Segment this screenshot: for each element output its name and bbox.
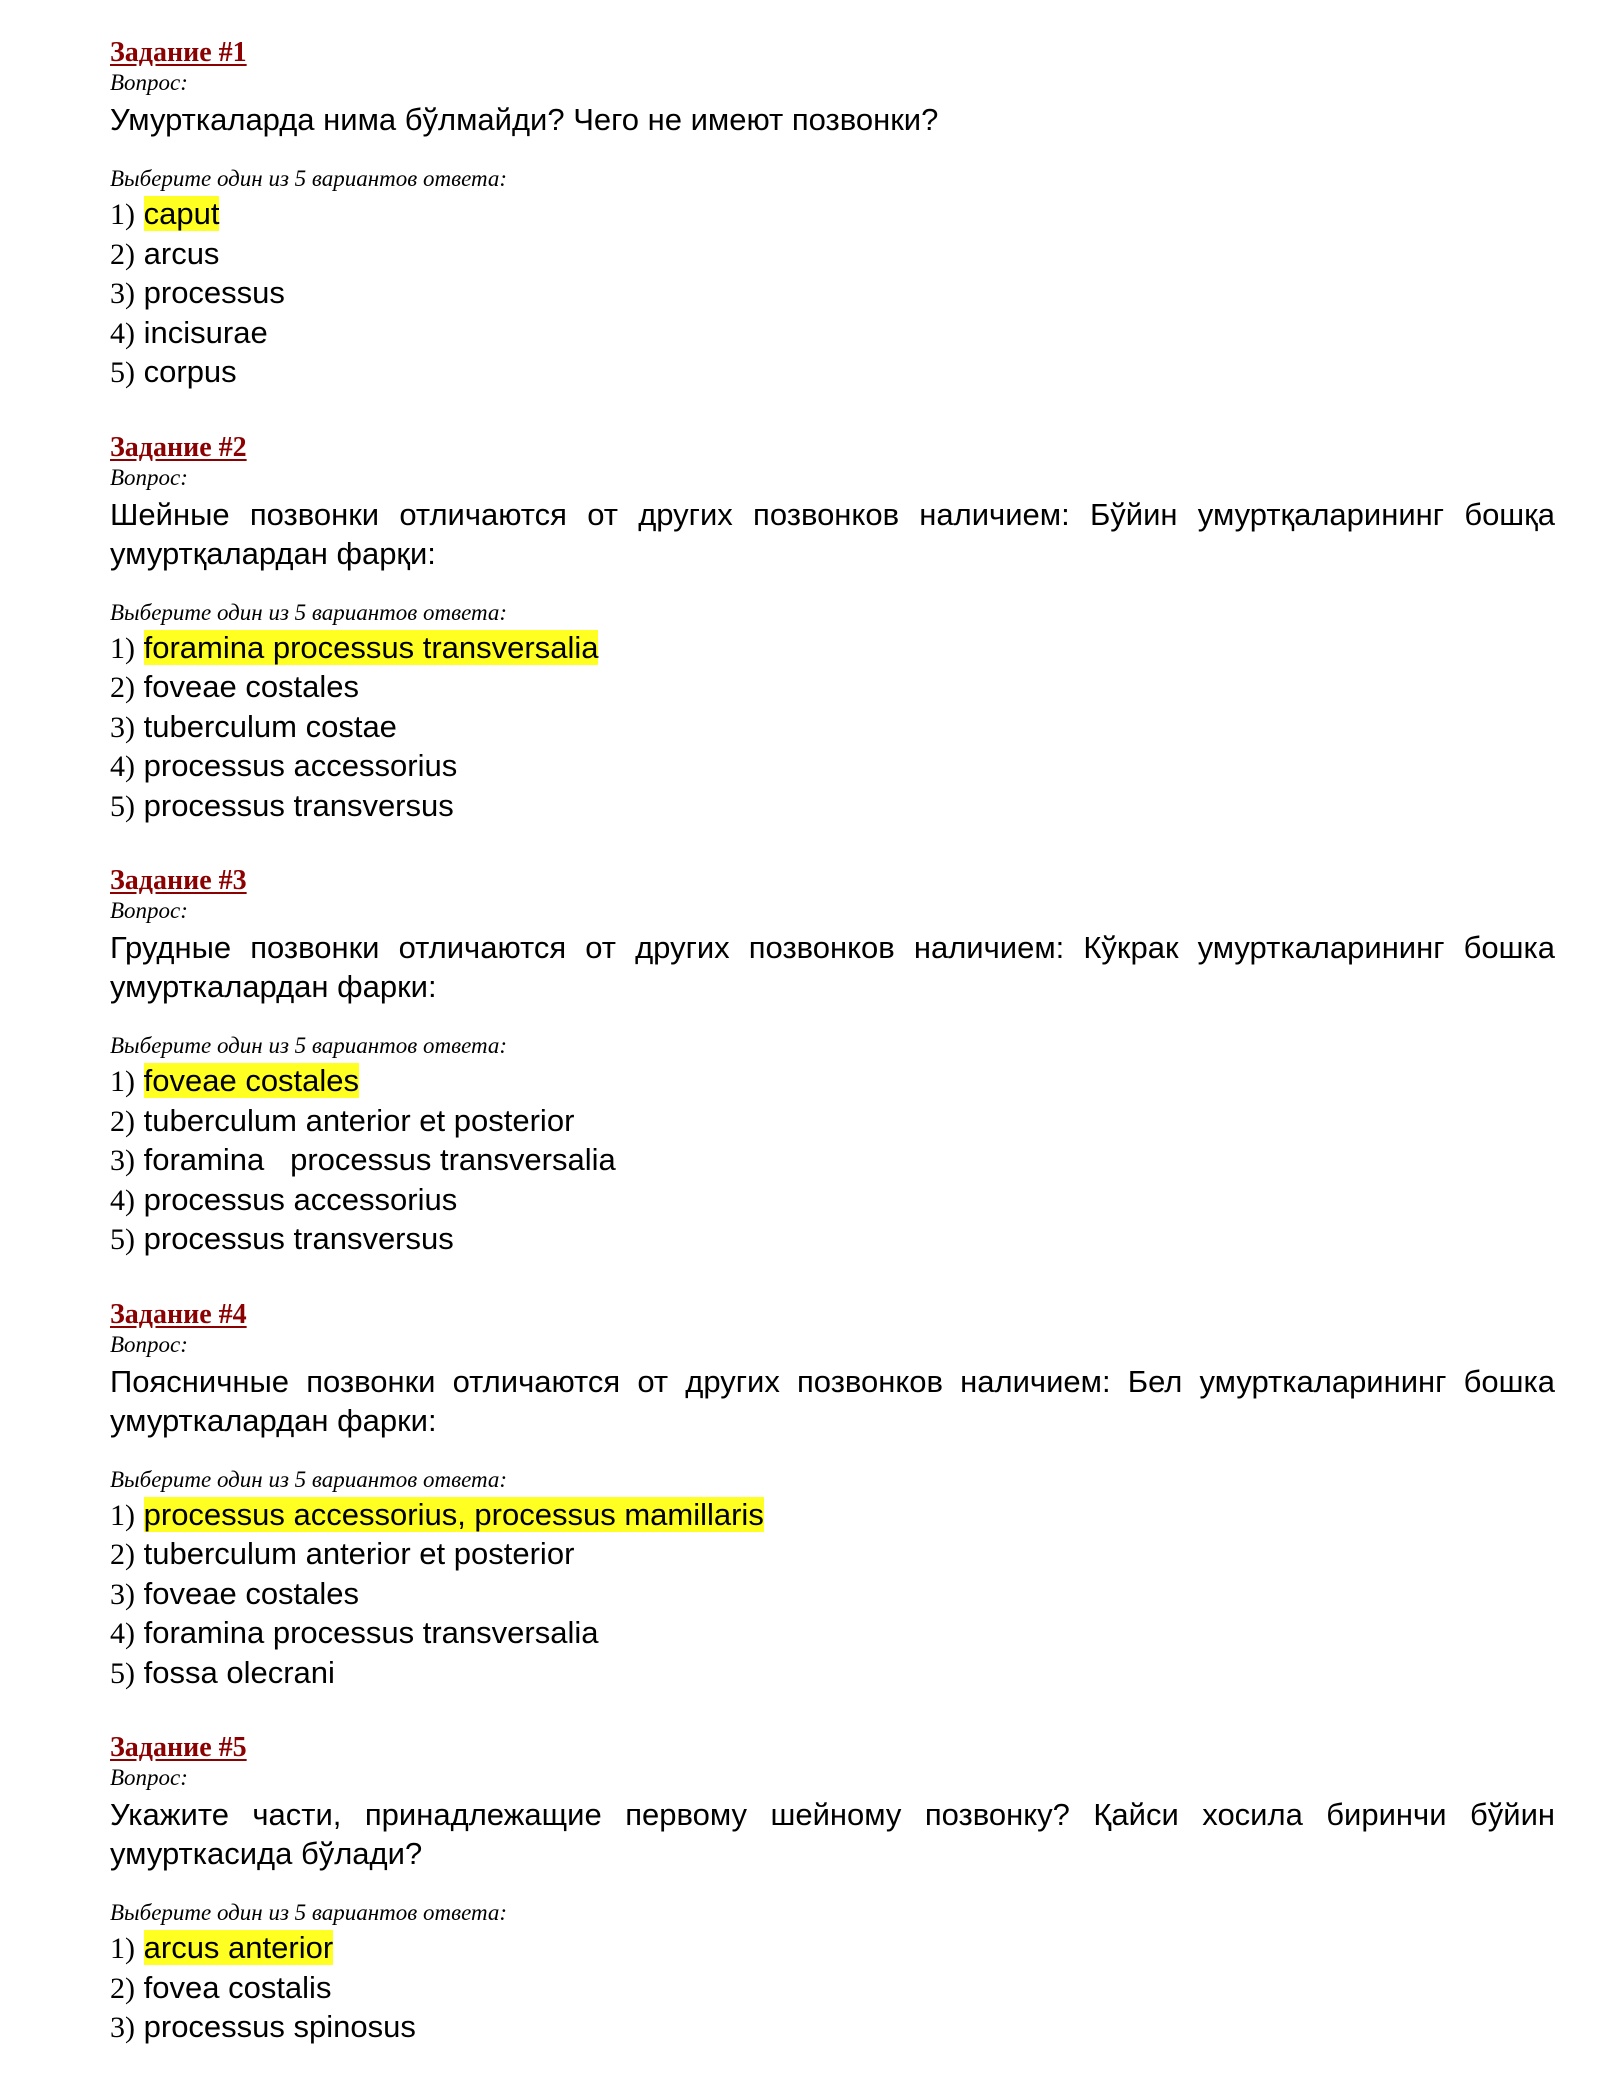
option-text: foramina processus transversalia <box>143 1615 599 1650</box>
option-text: fovea costalis <box>143 1969 332 2005</box>
answer-option <box>110 235 1555 275</box>
question-text: Укажите части, принадлежащие первому шейному позвонку? Қайси хосила биринчи бўйин умурткасида бўлади? <box>110 1797 1555 1871</box>
option-number: 1) <box>110 198 135 231</box>
option-text: processus spinosus <box>143 2009 416 2044</box>
option-text: caput <box>143 196 220 231</box>
option-number: 2) <box>110 671 135 704</box>
question-text: Шейные позвонки отличаются от других позвонков наличием: Бўйин умуртқаларининг бошқа умуртқалардан фарқи: <box>110 496 1555 571</box>
task-title: Задание #1 <box>110 37 247 68</box>
question-label: Вопрос: <box>110 70 188 95</box>
answer-options <box>110 629 1555 827</box>
answer-instruction: Выберите один из 5 вариантов ответа: <box>110 166 508 191</box>
option-text: foveae costales <box>143 669 360 704</box>
option-number: 5) <box>110 789 135 823</box>
answer-option <box>110 1141 1555 1181</box>
option-text: foveae costales <box>143 1575 360 1611</box>
option-text: foramina processus transversalia <box>143 1142 616 1177</box>
option-number: 3) <box>110 277 135 310</box>
answer-options <box>110 1496 1555 1694</box>
option-text: processus transversus <box>143 1221 454 1256</box>
option-number: 4) <box>110 750 135 783</box>
answer-option <box>110 708 1555 748</box>
option-text: arcus anterior <box>143 1930 334 1965</box>
task <box>110 36 1555 393</box>
task <box>110 864 1555 1260</box>
answer-options <box>110 1929 1555 2048</box>
option-number: 4) <box>110 1183 135 1217</box>
option-text: foramina processus transversalia <box>143 629 599 665</box>
option-number: 3) <box>110 1577 135 1611</box>
answer-option <box>110 1062 1555 1102</box>
task-title: Задание #5 <box>110 1732 247 1763</box>
answer-option <box>110 747 1555 787</box>
answer-instruction: Выберите один из 5 вариантов ответа: <box>110 1033 508 1058</box>
question-label: Вопрос: <box>110 1765 188 1790</box>
option-number: 1) <box>110 1065 135 1098</box>
answer-option <box>110 1220 1555 1260</box>
option-number: 1) <box>110 1498 135 1532</box>
option-number: 2) <box>110 237 135 271</box>
answer-instruction: Выберите один из 5 вариантов ответа: <box>110 599 508 625</box>
option-text: foveae costales <box>143 1063 360 1098</box>
option-number: 4) <box>110 1617 135 1650</box>
task-list <box>110 36 1555 2048</box>
answer-option <box>110 629 1555 669</box>
option-text: incisurae <box>143 314 268 350</box>
option-number: 4) <box>110 316 135 350</box>
option-text: processus accessorius <box>143 1181 458 1217</box>
question-label: Вопрос: <box>110 464 188 490</box>
question-text: Грудные позвонки отличаются от других позвонков наличием: Кўкрак умурткаларининг бошка умурткалардан фарки: <box>110 930 1555 1004</box>
option-text: fossa olecrani <box>143 1654 335 1690</box>
option-number: 5) <box>110 1223 135 1256</box>
answer-option <box>110 353 1555 393</box>
answer-option <box>110 1535 1555 1575</box>
option-number: 5) <box>110 1656 135 1690</box>
option-text: arcus <box>143 235 220 271</box>
option-text: processus accessorius, processus mamillaris <box>143 1496 764 1532</box>
document-page <box>110 36 1555 2086</box>
option-number: 3) <box>110 1144 135 1177</box>
task-title: Задание #2 <box>110 431 247 463</box>
option-text: tuberculum anterior et posterior <box>143 1102 575 1138</box>
option-number: 3) <box>110 710 135 744</box>
question-label: Вопрос: <box>110 1331 188 1357</box>
answer-option <box>110 1102 1555 1142</box>
answer-option <box>110 274 1555 314</box>
task <box>110 1298 1555 1694</box>
task-title: Задание #3 <box>110 865 247 896</box>
answer-option <box>110 2008 1555 2048</box>
option-number: 3) <box>110 2011 135 2044</box>
question-text: Умурткаларда нима бўлмайди? Чего не имеют позвонки? <box>110 102 939 137</box>
option-text: processus transversus <box>143 787 454 823</box>
task <box>110 431 1555 827</box>
answer-option <box>110 1496 1555 1536</box>
answer-option <box>110 1614 1555 1654</box>
answer-option <box>110 314 1555 354</box>
answer-instruction: Выберите один из 5 вариантов ответа: <box>110 1466 508 1492</box>
answer-option <box>110 1575 1555 1615</box>
option-text: tuberculum costae <box>143 708 397 744</box>
answer-option <box>110 1969 1555 2009</box>
option-number: 5) <box>110 356 135 389</box>
answer-instruction: Выберите один из 5 вариантов ответа: <box>110 1900 508 1925</box>
task-title: Задание #4 <box>110 1298 247 1330</box>
answer-option <box>110 195 1555 235</box>
answer-option <box>110 1181 1555 1221</box>
answer-option <box>110 668 1555 708</box>
option-number: 2) <box>110 1971 135 2005</box>
answer-option <box>110 787 1555 827</box>
question-text: Поясничные позвонки отличаются от других позвонков наличием: Бел умурткаларининг бошка умурткалардан фарки: <box>110 1363 1555 1438</box>
option-text: processus <box>143 275 285 310</box>
option-number: 1) <box>110 1932 135 1965</box>
answer-option <box>110 1929 1555 1969</box>
option-text: processus accessorius <box>143 748 458 783</box>
option-number: 1) <box>110 631 135 665</box>
option-number: 2) <box>110 1538 135 1571</box>
answer-options <box>110 195 1555 393</box>
answer-options <box>110 1062 1555 1260</box>
answer-option <box>110 1654 1555 1694</box>
task <box>110 1731 1555 2048</box>
question-label: Вопрос: <box>110 898 188 923</box>
option-text: tuberculum anterior et posterior <box>143 1536 575 1571</box>
option-text: corpus <box>143 354 237 389</box>
option-number: 2) <box>110 1104 135 1138</box>
